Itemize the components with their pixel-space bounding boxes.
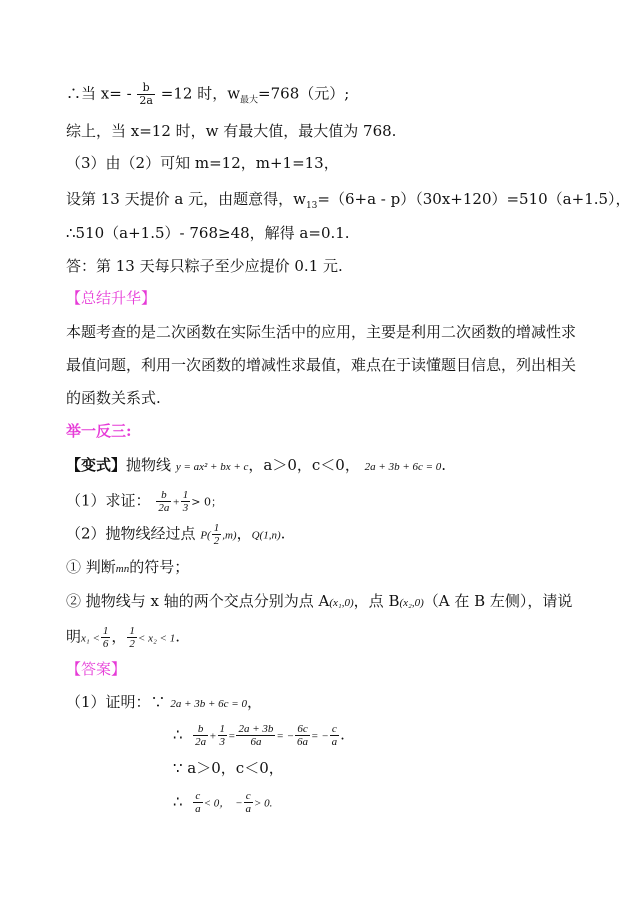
solution-line-2: 综上，当 x=12 时，w 有最大值，最大值为 768. bbox=[66, 122, 397, 140]
summary-paragraph-line-2: 最值问题，利用一次函数的增减性求最值，难点在于读懂题目信息，列出相关 bbox=[66, 356, 577, 374]
answer-line-1: （1）证明：∵ 2a + 3b + 6c = 0， bbox=[66, 693, 262, 711]
fraction: $\frac{c}{a}$ bbox=[245, 790, 251, 815]
question-2a: ① 判断mn的符号； bbox=[66, 558, 190, 576]
question-2: （2）抛物线经过点 P( $\frac{1}{2}$ ,m)，Q(1,n). bbox=[66, 522, 286, 547]
fraction: $\frac{1}{3}$ bbox=[219, 723, 226, 748]
summary-paragraph-line-1: 本题考查的是二次函数在实际生活中的应用，主要是利用二次函数的增减性求 bbox=[66, 323, 577, 341]
fraction: $\frac{c}{a}$ bbox=[331, 723, 338, 748]
summary-paragraph-line-3: 的函数关系式. bbox=[66, 389, 161, 407]
parabola-equation: y = ax² + bx + c bbox=[175, 461, 249, 473]
fraction: $\frac{6c}{6a}$ bbox=[297, 723, 309, 748]
text: ∴当 x= - bbox=[66, 84, 132, 103]
variant-line: 【变式】抛物线 y = ax² + bx + c，a＞0，c＜0， 2a + 3b + 6c = 0. bbox=[66, 456, 447, 474]
question-2b-continued: 明x₁ < $\frac{1}{6}$ ， $\frac{1}{2}$ < x₂ < 1. bbox=[66, 625, 181, 650]
solution-line-6: 答：第 13 天每只粽子至少应提价 0.1 元. bbox=[66, 257, 343, 275]
solution-line-5: ∴510（a+1.5）- 768≥48，解得 a=0.1. bbox=[66, 224, 350, 242]
question-2b: ② 抛物线与 x 轴的两个交点分别为点 A(x₁,0)，点 B(x₂,0)（A 在 B 左侧），请说 bbox=[66, 592, 573, 610]
fraction: $\frac{b}{2a}$ bbox=[195, 723, 207, 748]
fraction: $\frac{1}{2}$ bbox=[129, 625, 135, 650]
section-example-heading: 举一反三: bbox=[66, 422, 132, 440]
fraction: $\frac{1}{6}$ bbox=[102, 625, 109, 650]
condition-equation: 2a + 3b + 6c = 0 bbox=[364, 461, 442, 473]
question-1: （1）求证： $\frac{b}{2a}$ + $\frac{1}{3}$ > 0； bbox=[66, 489, 222, 514]
answer-line-3: ∵ a＞0，c＜0， bbox=[173, 759, 284, 777]
fraction: $\frac{2a + 3b}{6a}$ bbox=[238, 723, 274, 748]
fraction: $\frac{b}{2a}$ bbox=[139, 81, 153, 107]
section-answer-heading: 【答案】 bbox=[66, 660, 127, 678]
answer-line-2: ∴ $\frac{b}{2a}$ + $\frac{1}{3}$ = $\frac{2a + 3b}{6a}$ = − $\frac{6c}{6a}$ = − $\frac{c}{a}$ . bbox=[173, 723, 345, 748]
answer-line-4: ∴ $\frac{c}{a}$ < 0， − $\frac{c}{a}$ > 0. bbox=[173, 790, 273, 815]
fraction: $\frac{1}{2}$ bbox=[213, 522, 220, 547]
fraction: $\frac{c}{a}$ bbox=[195, 790, 201, 815]
fraction: $\frac{b}{2a}$ bbox=[158, 489, 170, 514]
solution-line-1: ∴当 x= - $\frac{b}{2a}$ =12 时，$w_{最大}=768$（元）; bbox=[66, 81, 350, 107]
section-summary-heading: 【总结升华】 bbox=[66, 289, 157, 307]
solution-line-3: （3）由（2）可知 m=12，m+1=13， bbox=[66, 154, 339, 172]
fraction: $\frac{1}{3}$ bbox=[182, 489, 189, 514]
variant-label: 【变式】 bbox=[66, 456, 127, 474]
solution-line-4: 设第 13 天提价 a 元，由题意得，$w_{13}=(6+a - p)(30x+120)=510(a+1.5)$， bbox=[66, 190, 631, 211]
